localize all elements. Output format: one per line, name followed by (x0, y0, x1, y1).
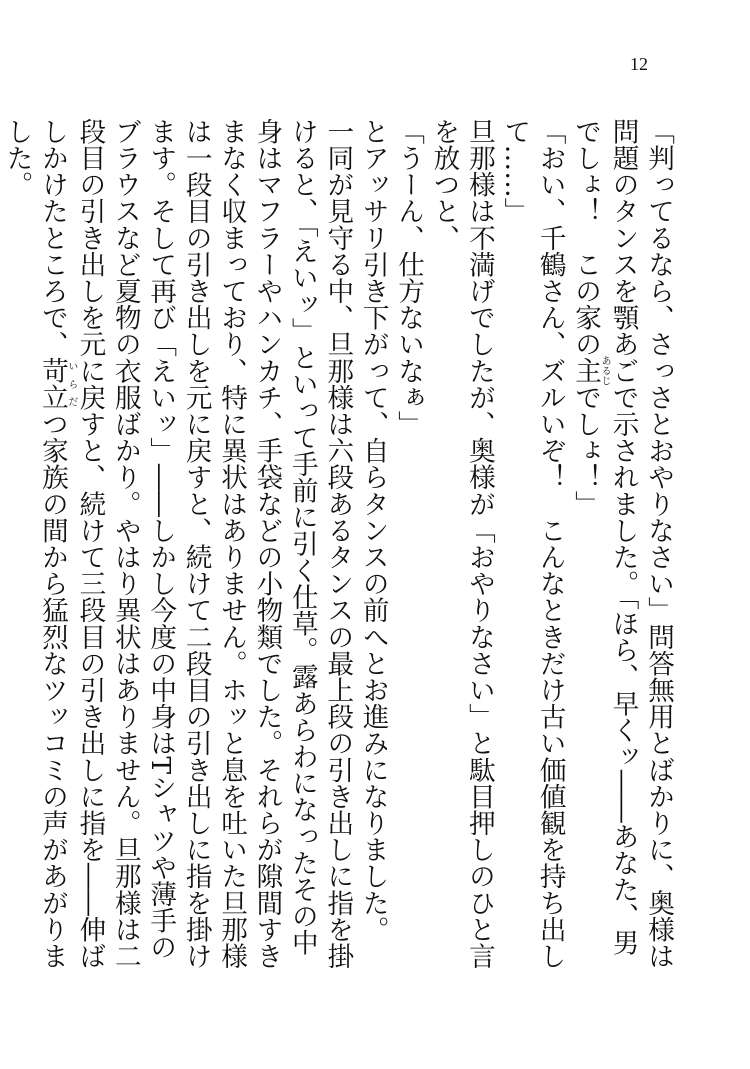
furigana: 苛立いらだ (36, 357, 77, 411)
novel-body-text (0, 118, 676, 978)
paragraph-6: 一同が見守る中、旦那様は六段あるタンスの最上段の引き出しに指を掛けると、「えいッ」といって手前に引く仕草。露あらわになったその中身はマフラーやハンカチ、手袋などの小物類でした。それらが隙間すきまなく収まっており、特に異状はありません。ホッと息を吐いた旦那様は一段目の引き出しを元に戻すと、続けて二段目の引き出しに指を掛けます。そして再び「えいッ」――しかし今度の中身はTシャツや薄手のブラウスなど夏物の衣服ばかり。やはり異状はありません。旦那様は二段目の引き出しを元に戻すと、続けて三段目の引き出しに指を――伸ばしかけたところで、苛立いらだつ家族の間から猛烈なツッコミの声があがりました。 (1, 118, 354, 970)
furigana: 主あるじ (570, 355, 611, 386)
paragraph-5: とアッサリ引き下がって、自らタンスの前へとお進みになりました。 (357, 118, 389, 943)
paragraph-3: 旦那様は不満げでしたが、奥様が「おやりなさい」と駄目押しのひと言を放つと、 (428, 118, 495, 970)
paragraph-2: 「おい、千鶴さん、ズルいぞ！ こんなときだけ古い価値観を持ち出して……」 (499, 118, 566, 970)
page-number: 12 (630, 54, 648, 74)
paragraph-1: 「判ってるなら、さっさとおやりなさい」問答無用とばかりに、奥様は問題のタンスを顎あごで示されました。「ほら、早くッ――あなた、男でしょ！ この家の主あるじでしょ！」 (570, 118, 674, 970)
paragraph-4: 「うーん、仕方ないなぁ」 (393, 118, 425, 438)
